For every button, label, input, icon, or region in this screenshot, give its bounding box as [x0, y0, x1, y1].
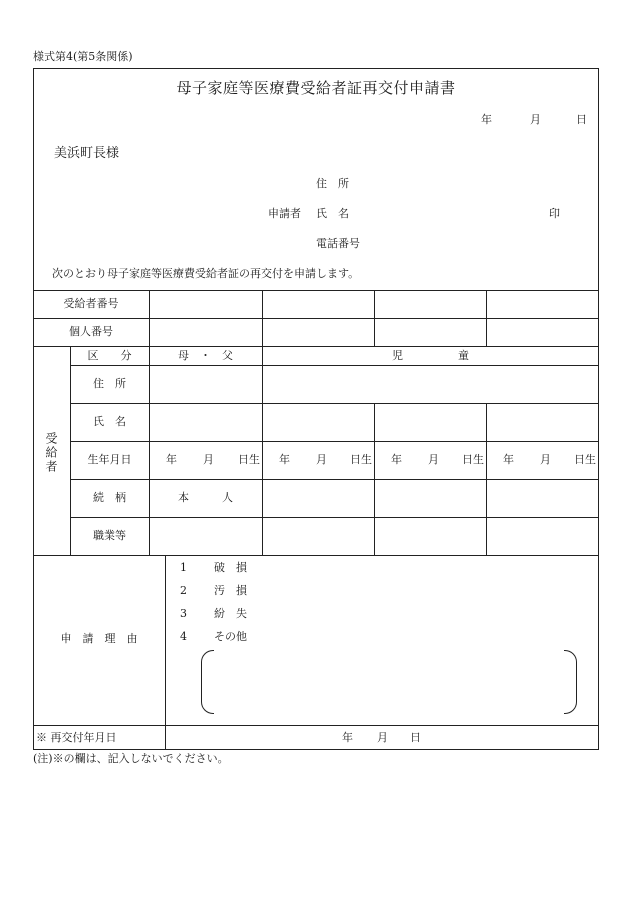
date-year-label: 年	[481, 113, 492, 126]
form-title: 母子家庭等医療費受給者証再交付申請書	[176, 79, 456, 97]
occupation-label: 職業等	[93, 529, 126, 542]
recipient-number-label: 受給者番号	[63, 297, 119, 310]
birth-year-label: 年	[279, 453, 290, 466]
reason-item-number: 2	[180, 584, 187, 597]
applicant-label: 申請者	[268, 207, 301, 220]
birth-year-label: 年	[503, 453, 514, 466]
birth-day-label: 日生	[462, 453, 484, 466]
reason-item-text: 破 損	[214, 561, 247, 574]
recipient-name-label: 氏 名	[93, 415, 126, 428]
reissue-year-label: 年	[342, 731, 353, 744]
left-bracket	[201, 650, 214, 714]
reason-item-number: 3	[180, 607, 187, 620]
intro-sentence: 次のとおり母子家庭等医療費受給者証の再交付を申請します。	[52, 267, 360, 280]
recipient-address-label: 住 所	[93, 377, 126, 390]
grid-line	[486, 403, 487, 555]
birth-year-label: 年	[391, 453, 402, 466]
seal-mark: 印	[549, 207, 560, 220]
grid-line	[33, 290, 599, 291]
grid-line	[33, 346, 599, 347]
birth-month-label: 月	[316, 453, 327, 466]
grid-line	[33, 318, 599, 319]
birthdate-label: 生年月日	[87, 453, 132, 466]
relation-self: 本 人	[178, 491, 233, 504]
child-label: 児 童	[392, 349, 469, 362]
right-bracket	[564, 650, 577, 714]
grid-line	[262, 290, 263, 555]
grid-line	[486, 290, 487, 346]
date-day-label: 日	[576, 113, 587, 126]
reissue-day-label: 日	[410, 731, 421, 744]
date-month-label: 月	[530, 113, 541, 126]
reason-item-number: 1	[180, 561, 187, 574]
birth-day-label: 日生	[350, 453, 372, 466]
form-number-caption: 様式第4(第5条関係)	[33, 50, 133, 63]
grid-line	[374, 290, 375, 346]
grid-line	[149, 290, 150, 555]
birth-month-label: 月	[428, 453, 439, 466]
addressee: 美浜町長様	[54, 146, 120, 161]
birth-month-label: 月	[203, 453, 214, 466]
form-frame	[33, 68, 599, 750]
relation-label: 続 柄	[93, 491, 126, 504]
reason-item-text: その他	[214, 630, 247, 643]
grid-line	[374, 403, 375, 555]
reason-label: 申 請 理 由	[60, 632, 138, 645]
birth-year-label: 年	[166, 453, 177, 466]
reason-item-text: 紛 失	[214, 607, 247, 620]
recipient-group-label: 受給者	[44, 432, 58, 474]
birth-month-label: 月	[540, 453, 551, 466]
footnote: (注)※の欄は、記入しないでください。	[33, 752, 229, 765]
applicant-phone-label: 電話番号	[316, 237, 360, 250]
birth-day-label: 日生	[574, 453, 596, 466]
personal-number-label: 個人番号	[69, 325, 113, 338]
grid-line	[33, 555, 599, 556]
grid-line	[165, 555, 166, 750]
applicant-name-label: 氏 名	[316, 207, 349, 220]
grid-line	[33, 725, 599, 726]
applicant-address-label: 住 所	[316, 177, 349, 190]
reissue-date-label: ※ 再交付年月日	[36, 731, 117, 744]
birth-day-label: 日生	[238, 453, 260, 466]
reason-item-number: 4	[180, 630, 187, 643]
reason-item-text: 汚 損	[214, 584, 247, 597]
reissue-month-label: 月	[377, 731, 388, 744]
mother-father-label: 母 ・ 父	[178, 349, 233, 362]
category-label: 区 分	[87, 349, 132, 362]
